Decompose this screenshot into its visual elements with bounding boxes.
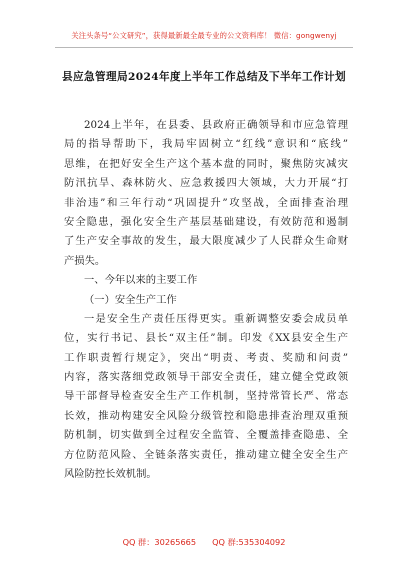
footer-qq-group-1: QQ 群：30265665 [122, 537, 197, 547]
intro-line: 安全隐患，强化安全生产基层基础建设，有效防范和遏制 [64, 215, 348, 228]
footer-contact [0, 537, 408, 548]
header-promo-note: 关注头条号“公文研究”，获得最新最全最专业的公文资料库！ 微信：gongwenyj [71, 31, 337, 40]
subsection-heading: （一）安全生产工作 [84, 293, 177, 306]
header-divider [55, 47, 353, 48]
document-title: 县应急管理局2024年度上半年工作总结及下半年工作计划 [62, 71, 346, 83]
intro-line: 产损失。 [64, 254, 106, 267]
paragraph-line: 长效，推动构建安全风险分级管控和隐患排查治理双重预 [64, 409, 348, 422]
document-body [64, 116, 348, 484]
intro-line: 局的指导帮助下，我局牢固树立“红线”意识和“底线” [64, 138, 348, 151]
intro-line: 非治违”和三年行动“巩固提升”攻坚战，全面排查治理 [64, 196, 348, 209]
intro-line: 2024上半年，在县委、县政府正确领导和市应急管理 [84, 119, 348, 131]
section-heading: 一、今年以来的主要工作 [84, 274, 198, 287]
paragraph-line: 防机制，切实做到全过程安全监管、全覆盖排查隐患、全 [64, 429, 348, 442]
paragraph-line: 一是安全生产责任压得更实。重新调整安委会成员单 [84, 312, 348, 325]
paragraph-line: 风险防控长效机制。 [64, 468, 157, 481]
paragraph-line: 内容，落实落细党政领导干部安全责任，建立健全党政领 [64, 371, 348, 384]
paragraph-line: 位，实行书记、县长“双主任”制。印发《XX县安全生产 [64, 332, 348, 345]
paragraph-line: 工作职责暂行规定》，突出“明责、考责、奖励和问责” [64, 351, 348, 364]
intro-line: 防汛抗旱、森林防火、应急救援四大领域，大力开展“打 [64, 177, 348, 190]
intro-line: 思维，在把好安全生产这个基本盘的同时，聚焦防灾减灾 [64, 157, 348, 170]
footer-qq-group-2: QQ 群:535304092 [212, 537, 286, 547]
paragraph-line: 方位防范风险、全链条落实责任，推动建立健全安全生产 [64, 448, 348, 461]
intro-line: 了生产安全事故的发生，最大限度减少了人民群众生命财 [64, 235, 348, 248]
paragraph-line: 导干部督导检查安全生产工作机制，坚持常管长严、常态 [64, 390, 348, 403]
